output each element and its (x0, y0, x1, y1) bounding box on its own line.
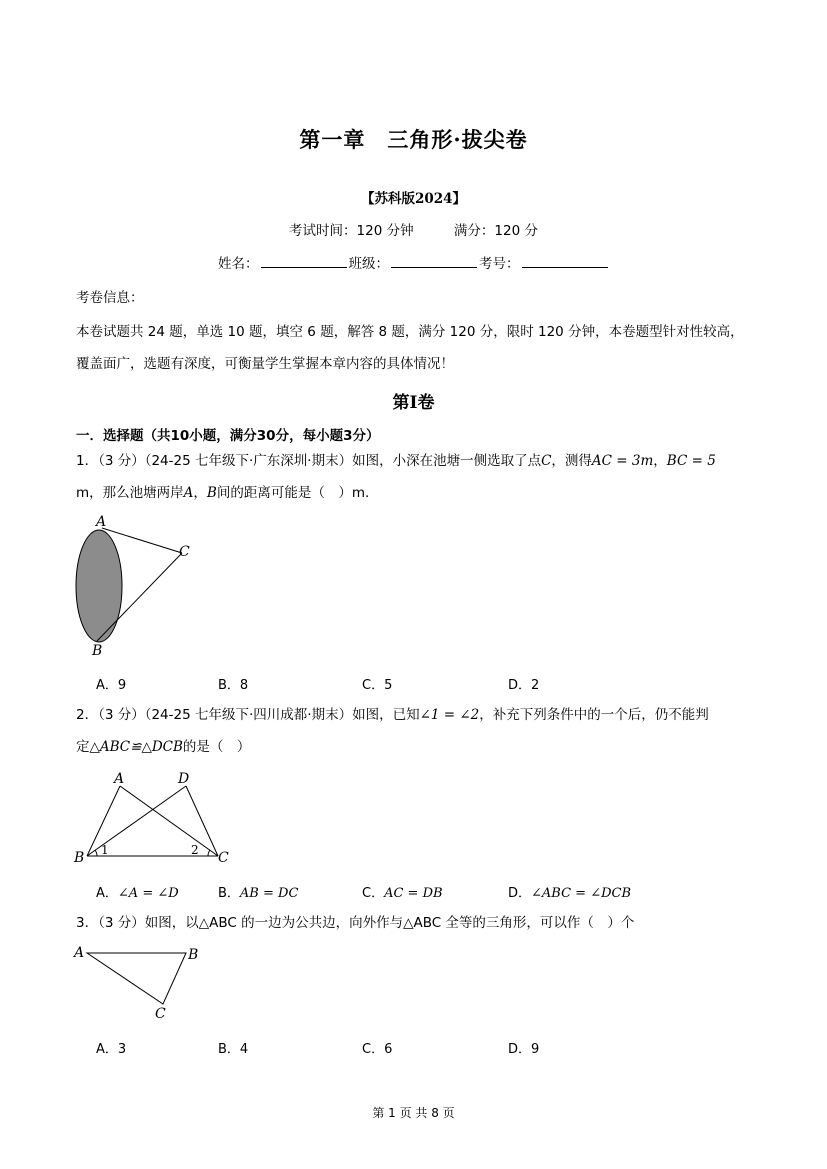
id-label: 考号： (479, 256, 520, 272)
label-a: A (74, 945, 85, 961)
q3-option-d[interactable]: D．9 (508, 1042, 540, 1057)
exam-time: 考试时间：120 分钟 (289, 223, 414, 239)
label-b: B (74, 850, 85, 866)
q2-option-d[interactable]: D．∠ABC = ∠DCB (508, 886, 632, 901)
segment-ac (120, 786, 218, 856)
class-blank[interactable] (391, 253, 477, 268)
q1-option-a[interactable]: A．9 (96, 678, 127, 693)
angle-1-label: 1 (101, 843, 109, 857)
triangle-abc-figure (70, 940, 210, 1026)
page-footer: 第 1 页 共 8 页 (372, 1106, 455, 1120)
info-text: 本卷试题共 24 题，单选 10 题，填空 6 题，解答 8 题，满分 120 分，限时 120 分钟，本卷题型针对性较高，覆盖面广，选题有深度，可衡量学生掌握本章内容的具体情况！ (76, 324, 744, 372)
angle-2-label: 2 (191, 843, 199, 857)
id-blank[interactable] (522, 253, 608, 268)
question-1 (76, 445, 756, 509)
label-d: D (178, 771, 190, 787)
q1-option-c[interactable]: C．5 (362, 678, 393, 693)
q1-option-b[interactable]: B．8 (218, 678, 249, 693)
question-2-line1: 2．（3 分）（24-25 七年级下·四川成都·期末）如图，已知∠1 = ∠2，补充下列条件中的一个后，仍不能判 (76, 707, 709, 723)
angle-2-arc (208, 850, 210, 856)
triangle-abc (87, 953, 186, 1004)
edition-label: 【苏科版2024】 (360, 191, 467, 207)
label-c: C (155, 1006, 166, 1022)
q3-option-a[interactable]: A．3 (96, 1042, 127, 1057)
name-blank[interactable] (261, 253, 347, 268)
question-1-line2: m，那么池塘两岸A，B间的距离可能是（ ）m． (76, 485, 379, 501)
q2-option-c[interactable]: C．AC = DB (362, 886, 443, 901)
label-a: A (96, 514, 107, 530)
label-c: C (179, 544, 190, 560)
label-c: C (218, 850, 229, 866)
q2-option-a[interactable]: A．∠A = ∠D (96, 886, 179, 901)
triangles-figure (70, 766, 240, 868)
q3-option-b[interactable]: B．4 (218, 1042, 249, 1057)
angle-1-arc (95, 850, 97, 856)
volume-title: 第Ⅰ卷 (392, 393, 435, 413)
class-label: 班级： (348, 256, 389, 272)
q3-option-c[interactable]: C．6 (362, 1042, 393, 1057)
section-heading: 一．选择题（共10小题，满分30分，每小题3分） (76, 428, 380, 444)
question-2-line2: 定△ABC≌△DCB的是（ ） (76, 739, 251, 755)
q2-option-b[interactable]: B．AB = DC (218, 886, 299, 901)
student-info-line (218, 252, 610, 272)
label-b: B (92, 643, 103, 659)
pond-ellipse (76, 530, 122, 642)
question-2 (76, 699, 756, 763)
exam-score: 满分：120 分 (453, 223, 538, 239)
question-3: 3．（3 分）如图，以△ABC 的一边为公共边，向外作与△ABC 全等的三角形，可以作（ ）个 (76, 915, 635, 931)
pond-figure (70, 512, 200, 662)
q1-option-d[interactable]: D．2 (508, 678, 540, 693)
name-label: 姓名： (218, 256, 259, 272)
exam-meta (0, 219, 827, 239)
label-a: A (114, 771, 125, 787)
label-b: B (188, 947, 199, 963)
question-1-line1: 1．（3 分）（24-25 七年级下·广东深圳·期末）如图，小深在池塘一侧选取了点C，测得AC = 3m，BC = 5 (76, 453, 716, 469)
page-title: 第一章 三角形·拔尖卷 (299, 127, 528, 152)
info-label: 考卷信息： (76, 290, 144, 306)
